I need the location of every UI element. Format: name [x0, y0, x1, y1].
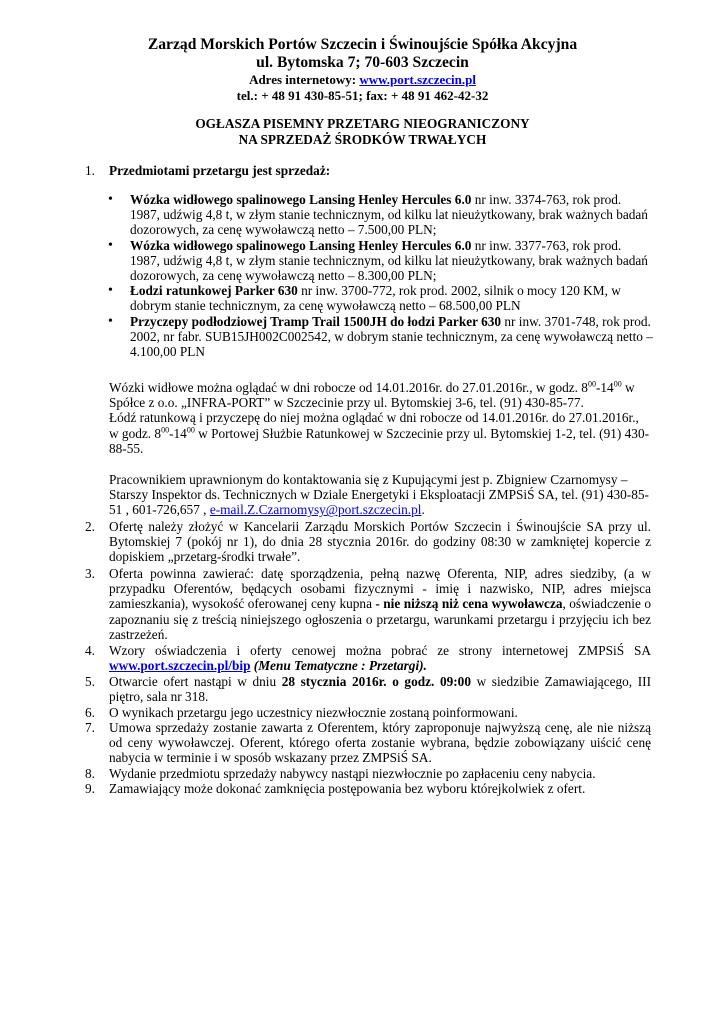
- list-item-details: nr inw. 3377-763, rok prod. 1987, udźwig 4,8 t, w złym stanie technicznym, od kilku lat nieużytkowany, brak ważnych badań dozorowych, za cenę wywoławczą netto – 8.300,00 PLN;: [130, 237, 648, 284]
- company-address: ul. Bytomska 7; 70-603 Szczecin: [256, 54, 469, 71]
- forklift-viewing-text: Wózki widłowe można oglądać w dni robocze od 14.01.2016r. do 27.01.2016r., w godz. 8: [109, 380, 588, 395]
- opening-date: 28 stycznia 2016r. o godz. 09:00: [281, 674, 471, 689]
- time-range: -14: [595, 380, 614, 395]
- bip-link[interactable]: www.port.szczecin.pl/bip: [109, 658, 251, 674]
- item-5-text-end: w siedzibie Zamawiającego, III piętro, sala nr 318.: [109, 674, 652, 705]
- boat-viewing-location: w Portowej Służbie Ratunkowej w Szczecinie przy ul. Bytomskiej 1-2, tel. (91) 430-88-55.: [109, 425, 650, 456]
- list-item-details: nr inw. 3374-763, rok prod. 1987, udźwig 4,8 t, w złym stanie technicznym, od kilku lat nieużytkowany, brak ważnych badań dozorowych, za cenę wywoławczą netto – 7.500,00 PLN;: [130, 192, 648, 238]
- item-8-text: Wydanie przedmiotu sprzedaży nabywcy nastąpi niezwłocznie po zapłaceniu ceny nabycia.: [109, 766, 596, 781]
- list-item-title: Wózka widłowego spalinowego Lansing Henley Hercules 6.0: [130, 237, 472, 253]
- contact-end: .: [421, 502, 425, 518]
- bullet-icon: •: [108, 237, 113, 253]
- item-number: 8.: [85, 766, 95, 781]
- website-link[interactable]: www.port.szczecin.pl: [359, 72, 476, 87]
- item-number: 3.: [85, 566, 95, 581]
- announcement-line-1: OGŁASZA PISEMNY PRZETARG NIEOGRANICZONY: [195, 116, 530, 131]
- announcement-title: [0, 116, 725, 147]
- list-item-title: Wózka widłowego spalinowego Lansing Henley Hercules 6.0: [130, 192, 472, 207]
- bullet-icon: •: [108, 192, 113, 207]
- list-item-details: nr inw. 3700-772, rok prod. 2002, silnik o mocy 120 KM, w dobrym stanie technicznym, za cenę wywoławczą netto – 68.500,00 PLN: [130, 283, 621, 314]
- list-item: [108, 238, 653, 284]
- item-number: 1.: [85, 163, 95, 178]
- superscript-minutes: 00: [161, 425, 170, 435]
- superscript-minutes: 00: [186, 425, 195, 435]
- website-line: [0, 72, 725, 88]
- item-6-text: O wynikach przetargu jego uczestnicy niezwłocznie zostaną poinformowani.: [109, 705, 518, 720]
- boat-viewing-text: Łódź ratunkową i przyczepę do niej można oglądać w dni robocze od 14.01.2016r. do 27.01.2016r., w godz. 8: [109, 410, 639, 441]
- item-1-heading: Przedmiotami przetargu jest sprzedaż:: [109, 163, 331, 178]
- item-5-text: Otwarcie ofert nastąpi w dniu: [109, 674, 282, 689]
- item-number: 2.: [85, 519, 95, 534]
- website-label: Adres internetowy:: [249, 72, 360, 87]
- forklift-viewing-location: w Spółce z o.o. „INFRA-PORT” w Szczecinie przy ul. Bytomskiej 3-6, tel. (91) 430-85-77.: [109, 380, 635, 411]
- item-number: 6.: [85, 705, 95, 720]
- item-9-text: Zamawiający może dokonać zamknięcia postępowania bez wyboru którejkolwiek z ofert.: [109, 781, 586, 796]
- item-number: 4.: [85, 643, 95, 658]
- items-for-sale-list: [108, 192, 653, 359]
- item-4-text: Wzory oświadczenia i oferty cenowej można pobrać ze strony internetowej ZMPSiŚ SA: [109, 643, 651, 658]
- superscript-minutes: 00: [587, 379, 596, 389]
- contact-phone-line: tel.: + 48 91 430-85-51; fax: + 48 91 462-42-32: [236, 88, 489, 103]
- company-name: Zarząd Morskich Portów Szczecin i Świnoujście Spółka Akcyjna: [147, 36, 578, 53]
- item-7-text: Umowa sprzedaży zostanie zawarta z Oferentem, który zaproponuje najwyższą cenę, ale nie niższą od ceny wywoławczej. Oferent, którego oferta zostanie wybrana, będzie zobowiązany uiścić cenę nabycia w terminie i w sposób wskazany przez ZMPSiŚ SA.: [109, 720, 651, 766]
- list-item-title: Łodzi ratunkowej Parker 630: [130, 283, 298, 299]
- item-number: 7.: [85, 720, 95, 735]
- item-3-bold: - nie niższą niż cena wywoławcza: [375, 596, 563, 612]
- bullet-icon: •: [108, 313, 113, 329]
- document-header: [0, 36, 725, 104]
- contact-email-link[interactable]: e-mail.Z.Czarnomysy@port.szczecin.pl: [209, 502, 422, 518]
- list-item-details: nr inw. 3701-748, rok prod. 2002, nr fabr. SUB15JH002C002542, w dobrym stanie technicznym, za cenę wywoławczą netto – 4.100,00 PLN: [130, 313, 653, 360]
- item-number: 5.: [85, 674, 95, 689]
- item-number: 9.: [85, 781, 95, 796]
- time-range: -14: [169, 425, 187, 441]
- list-item: [108, 192, 653, 238]
- announcement-line-2: NA SPRZEDAŻ ŚRODKÓW TRWAŁYCH: [238, 131, 487, 147]
- item-3-text-end: , oświadczenie o zapoznaniu się z treścią niniejszego ogłoszenia o przetargu, warunkami przetargu i przyjęciu ich bez zastrzeżeń.: [109, 596, 651, 642]
- list-item-title: Przyczepy podłodziowej Tramp Trail 1500JH do łodzi Parker 630: [130, 313, 502, 329]
- list-item: [108, 314, 653, 360]
- item-3-text: Oferta powinna zawierać: datę sporządzenia, pełną nazwę Oferenta, NIP, adres siedziby, (a w przypadku Oferentów, będących osobami fizycznymi - imię i nazwisko, NIP, adres miejsca zamieszkania), wysokość oferowanej ceny kupna: [109, 566, 651, 612]
- item-4-menu-path: (Menu Tematyczne : Przetargi).: [250, 658, 427, 674]
- contact-text: Pracownikiem uprawnionym do kontaktowania się z Kupującymi jest p. Zbigniew Czarnomysy – Starszy Inspektor ds. Technicznych w Dziale Energetyki i Eksploatacji ZMPSiŚ SA, tel. (91) 430-85-51 , 601-726,657 ,: [109, 472, 649, 518]
- item-2-text: Ofertę należy złożyć w Kancelarii Zarządu Morskich Portów Szczecin i Świnoujście SA przy ul. Bytomskiej 7 (pokój nr 1), do dnia 28 stycznia 2016r. do godziny 08:30 w zamkniętej kopercie z dopiskiem „przetarg-środki trwałe”.: [109, 519, 651, 565]
- superscript-minutes: 00: [613, 379, 622, 389]
- bullet-icon: •: [108, 283, 113, 299]
- list-item: [108, 283, 653, 313]
